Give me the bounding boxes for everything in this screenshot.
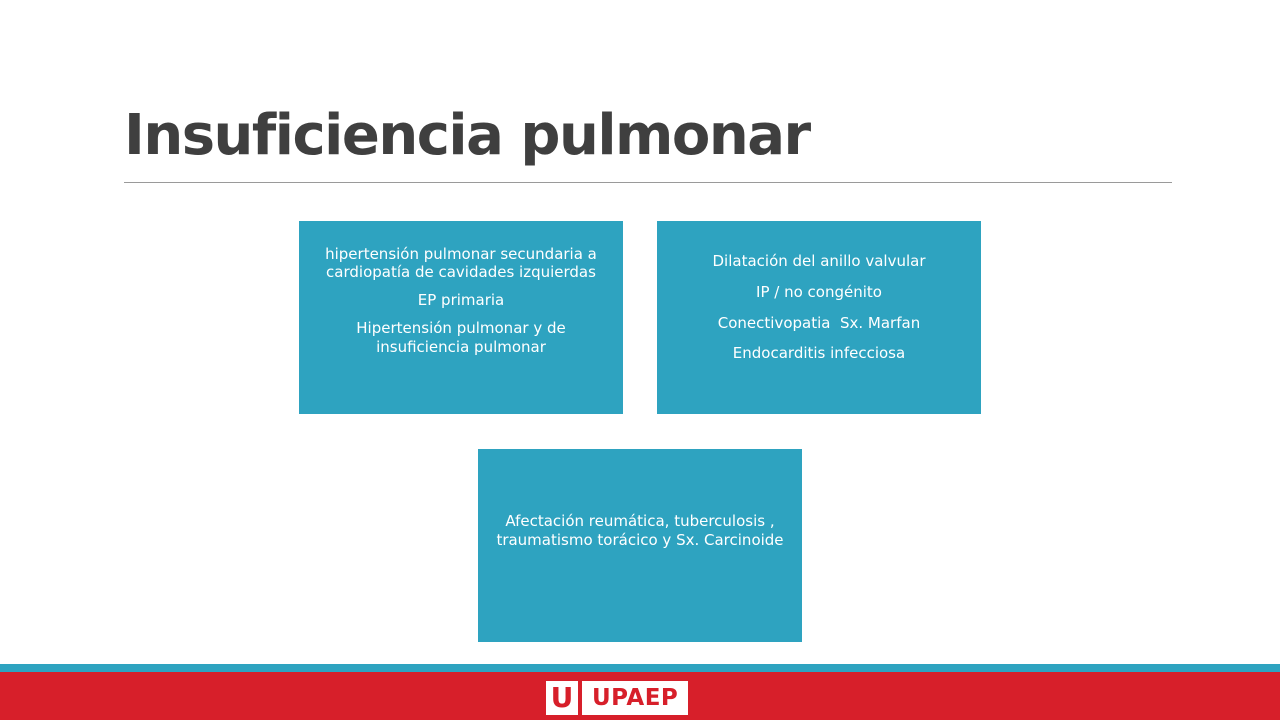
cause-box-bottom: [478, 449, 802, 642]
cause-text: Dilatación del anillo valvular: [712, 252, 926, 270]
upaep-logo: [546, 681, 688, 715]
cause-text: IP / no congénito: [756, 282, 882, 301]
cause-text: Endocarditis infecciosa: [732, 344, 906, 363]
cause-text: Afectación reumática, tuberculosis , traumatismo torácico y Sx. Carcinoide: [496, 511, 784, 549]
logo-wordmark: UPAEP: [582, 681, 688, 715]
cause-box-left: [299, 221, 623, 414]
slide-title: Insuficiencia pulmonar: [124, 103, 810, 168]
cause-text: hipertensión pulmonar secundaria a cardiopatía de cavidades izquierdas: [325, 244, 597, 282]
cause-box-right: [657, 221, 981, 414]
cause-text: Conectivopatia Sx. Marfan: [717, 313, 921, 332]
cause-text: Hipertensión pulmonar y de insuficiencia pulmonar: [356, 318, 566, 356]
title-divider: [124, 182, 1172, 183]
logo-u-mark: [546, 681, 578, 715]
cause-text: EP primaria: [417, 291, 505, 310]
logo-letter: U: [550, 681, 574, 714]
footer-accent-bar: [0, 664, 1280, 672]
